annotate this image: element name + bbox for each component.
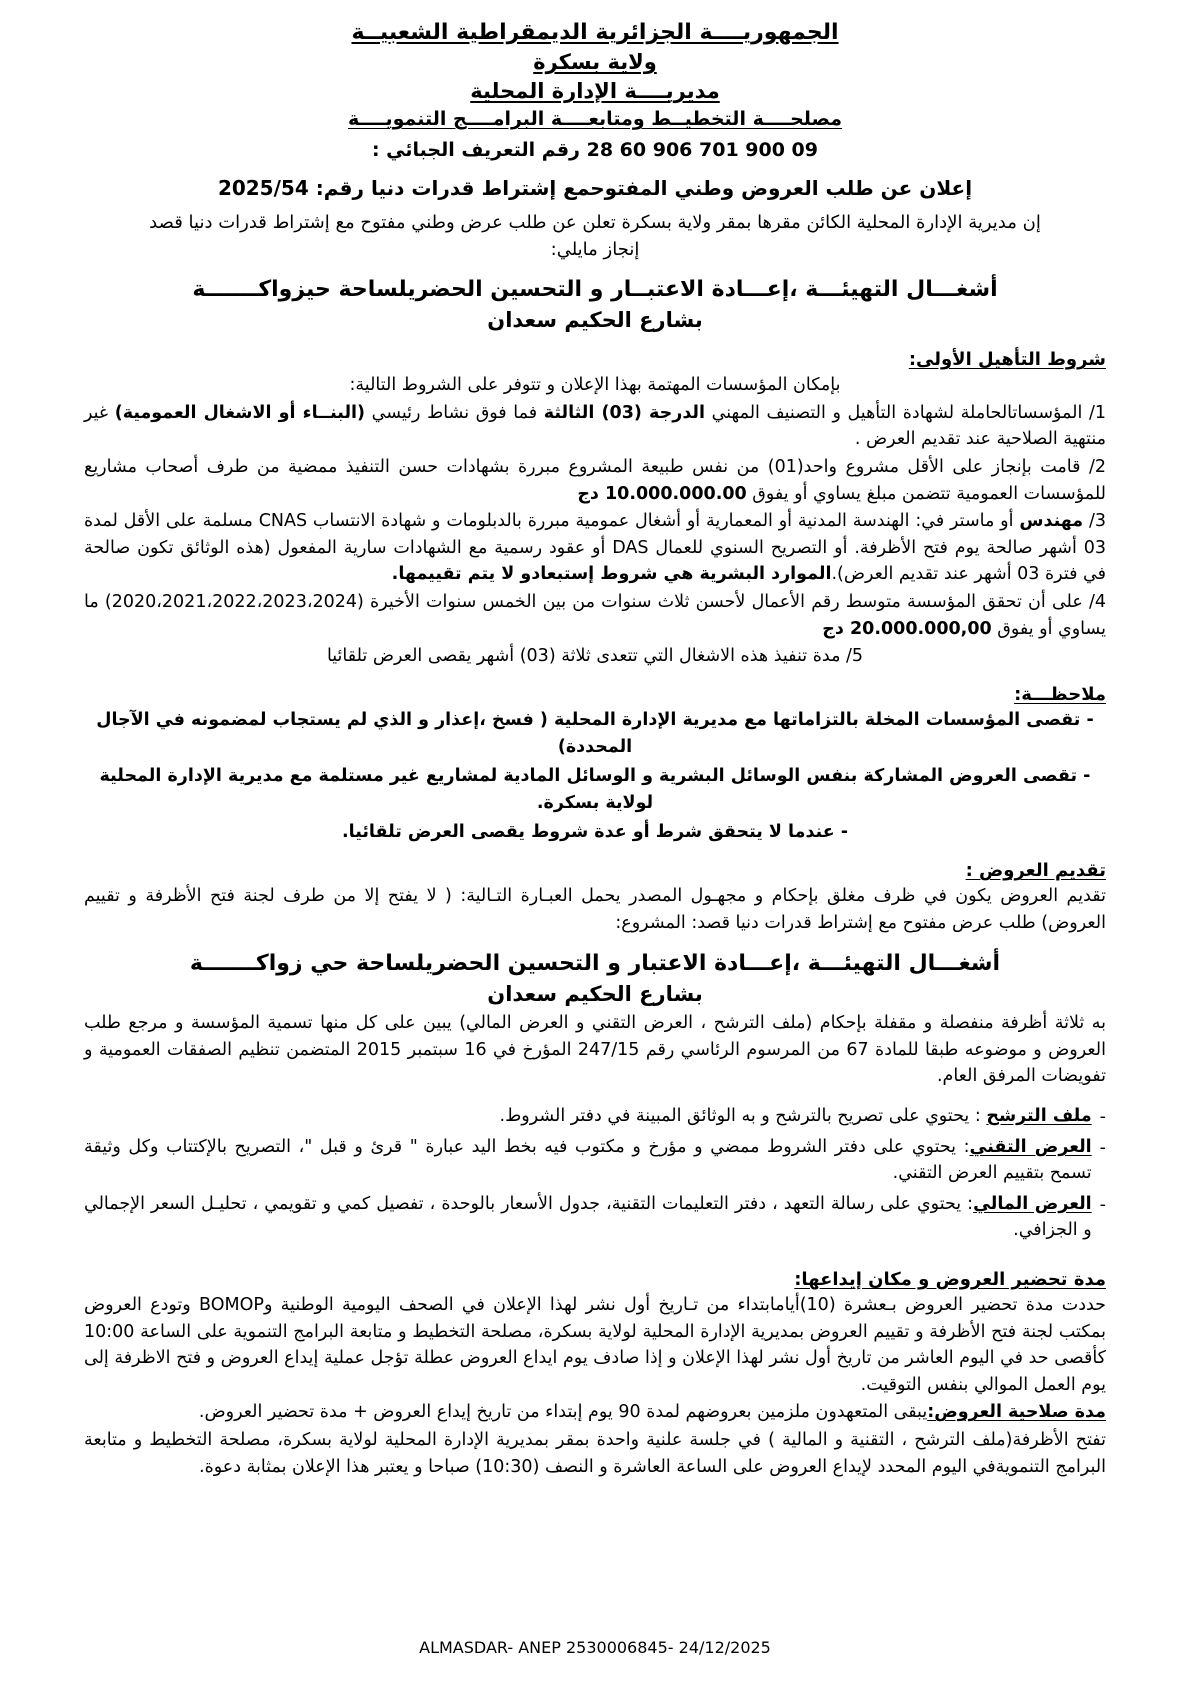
submission-paragraph-2: به ثلاثة أظرفة منفصلة و مقفلة بإحكام (ملف الترشح ، العرض التقني و العرض المالي) يبين على كل منها تسمية المؤسسة و مرجع طلب العروض و موضوعه طبقا للمادة 67 من المرسوم الرئاسي رقم 247/15 المؤرخ في 16 سبتمبر 2015 المتضمن تنظيم الصفقات العمومية و تفويضات المرفق العام. xyxy=(84,1012,1107,1087)
q3-prefix: 3/ xyxy=(1083,511,1106,532)
validity-label: مدة صلاحية العروض: xyxy=(927,1402,1106,1423)
submission-heading: تقديم العروض : xyxy=(965,860,1106,882)
envelope-body-3: : يحتوي على رسالة التعهد ، دفتر التعليمات التقنية، جدول الأسعار بالوحدة ، تفصيل كمي و تقويمي ، تحليـل السعر الإجمالي و الجزافي. xyxy=(84,1193,1092,1240)
preparation-heading: مدة تحضير العروض و مكان إيداعها: xyxy=(794,1269,1106,1291)
qualification-item-5: 5/ مدة تنفيذ هذه الاشغال التي تتعدى ثلاثة (03) أشهر يقصى العرض تلقائيا xyxy=(326,646,864,667)
project-subtitle-main: بشارع الحكيم سعدان xyxy=(487,307,703,332)
announcement-intro: إن مديرية الإدارة المحلية الكائن مقرها بمقر ولاية بسكرة تعلن عن طلب عرض وطني مفتوح مع إشتراط قدرات دنيا قصد xyxy=(149,211,1041,233)
announcement-intro-line2: إنجاز مايلي: xyxy=(550,238,640,260)
project-title-main: أشغـــال التهيئـــة ،إعـــادة الاعتبــار و التحسين الحضريلساحة حيزواكـــــــة xyxy=(192,276,998,302)
announcement-title: إعلان عن طلب العروض وطني المفتوحمع إشتراط قدرات دنيا رقم: 2025/54 xyxy=(217,175,973,200)
document-footer: ALMASDAR- ANEP 2530006845- 24/12/2025 xyxy=(419,1638,771,1657)
q3-text: أو ماستر في: الهندسة المدنية أو المعمارية أو أشغال عمومية مبررة بالدبلومات و شهادة الانتساب CNAS مسلمة على الأقل لمدة 03 أشهر صالحة يوم فتح الأظرفة. أو التصريح السنوي للعمال DAS أو عقود رسمية مع الشهادات سارية المفعول (هذه الوثائق تكون صالحة في فترة 03 أشهر عند تقديم العرض). xyxy=(84,511,1106,585)
envelope-label-2: العرض التقني xyxy=(969,1137,1092,1158)
qualification-intro: بإمكان المؤسسات المهتمة بهذا الإعلان و تتوفر على الشروط التالية: xyxy=(349,375,841,396)
qualification-item-2 xyxy=(84,454,1106,507)
envelope-item-technical xyxy=(84,1134,1106,1187)
qualification-item-1 xyxy=(84,400,1106,453)
envelope-dash-2: - xyxy=(1099,1138,1106,1159)
validity-text: يبقى المتعهدون ملزمين بعروضهم لمدة 90 يوم إبتداء من تاريخ إيداع العروض + مدة تحضير العروض. xyxy=(198,1402,928,1423)
q1-part-a: 1/ المؤسساتالحاملة لشهادة التأهيل و التصنيف المهني xyxy=(705,402,1106,423)
q1-part-c: غير منتهية الصلاحية عند تقديم العرض . xyxy=(84,402,1106,450)
envelope-item-candidacy xyxy=(84,1103,1106,1130)
q1-part-b: فما فوق نشاط رئيسي xyxy=(365,402,544,423)
header-directorate-line: مديريــــة الإدارة المحلية xyxy=(470,79,720,104)
envelope-label-3: العرض المالي xyxy=(973,1193,1092,1214)
validity-paragraph xyxy=(84,1399,1106,1426)
q4-text: 4/ على أن تحقق المؤسسة متوسط رقم الأعمال لأحسن ثلاث سنوات من بين الخمس سنوات الأخيرة (2020،2021،2022،2023،2024) ما يساوي أو يفوق xyxy=(84,592,1106,639)
submission-paragraph-1: تقديم العروض يكون في ظرف مغلق بإحكام و مجهـول المصدر يحمل العبـارة التـالية: ( لا يفتح إلا من طرف لجنة فتح الأظرفة و تقييم العروض) طلب عرض مفتوح مع إشتراط قدرات دنيا قصد: المشروع: xyxy=(84,886,1106,933)
header-wilaya-line: ولاية بسكرة xyxy=(533,50,657,75)
qualification-item-4 xyxy=(84,589,1106,642)
header-republic-line: الجمهوريــــة الجزائرية الديمقراطية الشعبيــة xyxy=(351,20,839,45)
q1-bold-activity: (البنــاء أو الاشغال العمومية) xyxy=(114,402,366,423)
tax-id-line xyxy=(84,137,1106,164)
q4-amount: 20.000.000,00 دج xyxy=(822,618,992,639)
q2-text: 2/ قامت بإنجاز على الأقل مشروع واحد(01) من نفس طبيعة المشروع مبررة بشهادات حسن التنفيذ ممضية من طرف أصحاب مشاريع للمؤسسات العمومية تتضمن مبلغ يساوي أو يفوق xyxy=(84,457,1106,504)
qualification-heading: شروط التأهيل الأولى: xyxy=(908,349,1106,371)
note-heading: ملاحظـــة: xyxy=(1014,683,1106,705)
envelope-body-2: : يحتوي على دفتر الشروط ممضي و مؤرخ و مكتوب فيه بخط اليد عبارة " قرئ و قبل "، التصريح بالإكتتاب وكل وثيقة تسمح بتقييم العرض التقني. xyxy=(84,1137,1092,1184)
envelope-text-1 xyxy=(84,1103,1092,1129)
spacer-before-preparation xyxy=(84,1247,1106,1255)
preparation-paragraph-2: تفتح الأظرفة(ملف الترشح ، التقنية و المالية ) في جلسة علنية واحدة بمقر بمديرية الإدارة المحلية لولاية بسكرة، مصلحة التخطيط و متابعة البرامج التنمويةفي اليوم المحدد لإيداع العروض على الساعة العاشرة و النصف (10:30) صباحا و يعتبر هذا الإعلان بمثابة دعوة. xyxy=(84,1429,1106,1477)
preparation-paragraph-1: حددت مدة تحضير العروض بـعشرة (10)أيامابتداء من تـاريخ أول نشر لهذا الإعلان في الصحف اليومية الوطنية وBOMOP وتودع العروض بمكتب لجنة فتح الأظرفة و تقييم العروض بمديرية الإدارة المحلية لولاية بسكرة، مصلحة التخطيط و متابعة البرامج التنموية على الساعة 10:00 كأقصى حد في اليوم العاشر من تاريخ أول نشر لهذا الإعلان و إذا صادف يوم ايداع العروض عطلة تؤجل عملية إيداع العروض و فتح الاظرفة إلى يوم العمل الموالي بنفس التوقيت. xyxy=(84,1295,1107,1395)
document-header xyxy=(84,18,1106,133)
q3-bold-tail: الموارد البشرية هي شروط إستبعادو لا يتم تقييمها. xyxy=(391,564,832,585)
envelope-text-3 xyxy=(84,1191,1092,1244)
note-item-3: - عندما لا يتحقق شرط أو عدة شروط يقصى العرض تلقائيا. xyxy=(341,822,849,843)
tax-id-label: رقم التعريف الجبائي : xyxy=(371,139,580,162)
envelope-dash-3: - xyxy=(1099,1194,1106,1215)
note-item-1: - تقصى المؤسسات المخلة بالتزاماتها مع مديرية الإدارة المحلية ( فسخ ،إعذار و الذي لم يستجاب لمضمونه في الآجال المحددة) xyxy=(96,709,1094,757)
project-title-submission: أشغـــال التهيئـــة ،إعـــادة الاعتبار و التحسين الحضريلساحة حي زواكـــــــة xyxy=(189,950,1001,976)
envelope-body-1: : يحتوي على تصريح بالترشح و به الوثائق المبينة في دفتر الشروط. xyxy=(499,1105,987,1126)
q2-amount: 10.000.000.00 دج xyxy=(577,483,747,504)
header-service-line: مصلحــــة التخطيــط ومتابعــــة البرامــــج التنمويــــة xyxy=(347,108,843,131)
project-subtitle-submission: بشارع الحكيم سعدان xyxy=(487,981,703,1006)
envelope-dash-1: - xyxy=(1099,1106,1106,1127)
q1-bold-degree: الدرجة (03) الثالثة xyxy=(543,402,706,423)
envelope-text-2 xyxy=(84,1134,1092,1187)
qualification-item-3 xyxy=(84,508,1106,588)
note-item-2: - تقصى العروض المشاركة بنفس الوسائل البشرية و الوسائل المادية لمشاريع غير مستلمة مع مديرية الإدارة المحلية لولاية بسكرة. xyxy=(99,766,1091,814)
envelope-label-1: ملف الترشح xyxy=(986,1105,1092,1126)
spacer-before-envelopes xyxy=(84,1091,1106,1099)
q3-bold-engineer: مهندس xyxy=(1019,511,1084,532)
tax-id-value: 28 60 906 701 900 09 xyxy=(586,139,819,162)
envelope-item-financial xyxy=(84,1191,1106,1244)
